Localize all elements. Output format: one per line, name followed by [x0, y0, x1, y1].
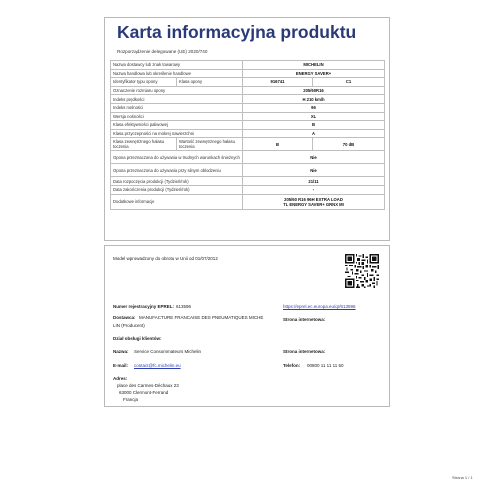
product-info-card: [104, 17, 390, 241]
spec-label: Nazwa dostawcy lub znak towarowy: [111, 61, 243, 70]
phone-value: 00800 11 11 11 50: [307, 363, 344, 368]
spec-table: [110, 60, 385, 210]
phone-label: Telefon:: [283, 363, 301, 368]
spec-label: Indeks nośności: [111, 103, 243, 112]
spec-row-trade-name: [111, 69, 385, 78]
regulation-text: Rozporządzenie delegowane (UE) 2020/740: [117, 49, 208, 54]
address-line-3: Francja: [123, 397, 139, 402]
spec-value: B: [243, 138, 313, 151]
service-heading: Dział obsługi klientów:: [113, 336, 162, 341]
spec-row-load: [111, 103, 385, 112]
service-website-label: Strona internetowa:: [283, 349, 326, 354]
extra-line-2: TL ENERGY SAVER+ GRNX MI: [283, 201, 344, 207]
service-name-value: Service Consommateurs Michelin: [134, 349, 202, 354]
supplier-line-2: LIN (Producent): [113, 323, 145, 328]
spec-label: Klasa przyczepności na mokrej nawierzchni: [111, 129, 243, 138]
spec-row-wet-grip: [111, 129, 385, 138]
spec-row-load-version: [111, 112, 385, 121]
spec-row-production-end: [111, 185, 385, 194]
spec-row-ice: [111, 164, 385, 177]
spec-label: Data rozpoczęcia produkcji (Tydzień/rok): [111, 177, 243, 186]
contact-card: [104, 245, 390, 407]
spec-value-noise: 70 dB: [313, 138, 385, 151]
extra-line-1: 205/60 R16 96H EXTRA LOAD: [284, 196, 343, 202]
spec-label: Opona przeznaczona do używania przy silnym oblodzeniu: [111, 164, 243, 177]
spec-value: B: [243, 121, 385, 130]
spec-value: A: [243, 129, 385, 138]
spec-row-fuel: [111, 121, 385, 130]
spec-value: 916741: [243, 78, 313, 87]
spec-label: Data zakończenia produkcji (Tydzień/rok): [111, 185, 243, 194]
supplier-label: Dostawca:: [113, 315, 136, 320]
page-title: Karta informacyjna produktu: [117, 22, 357, 42]
spec-label: Wersja nośności: [111, 112, 243, 121]
spec-label: Klasa efektywności paliwowej: [111, 121, 243, 130]
spec-label: Identyfikator typu opony: [111, 78, 177, 87]
spec-label: Dodatkowe informacje: [111, 194, 243, 209]
spec-row-supplier: [111, 61, 385, 70]
spec-row-extra-info: [111, 194, 385, 209]
spec-label: Indeks prędkości: [111, 95, 243, 104]
spec-label: Opona przeznaczona do używania w trudnych warunkach śnieżnych: [111, 151, 243, 164]
supplier-website-label: Strona internetowa:: [283, 317, 326, 322]
address-line-2: 63000 Clermont-Ferrand: [119, 390, 169, 395]
spec-value-class: C1: [313, 78, 385, 87]
spec-value: 205/60R16: [243, 86, 385, 95]
spec-value: Nie: [243, 151, 385, 164]
service-name-label: Nazwa:: [113, 349, 129, 354]
spec-row-speed: [111, 95, 385, 104]
spec-row-noise: [111, 138, 385, 151]
email-link[interactable]: contact@fc.michelin.eu: [134, 363, 181, 368]
eprel-number: 613596: [176, 304, 192, 309]
spec-row-snow: [111, 151, 385, 164]
eprel-link[interactable]: https://eprel.ec.europa.eu/qr/613596: [283, 304, 356, 309]
spec-label: Oznaczenie rozmiaru opony: [111, 86, 243, 95]
spec-row-type-id: [111, 78, 385, 87]
spec-label: Klasa zewnętrznego hałasu toczenia: [111, 138, 177, 151]
address-line-1: place des Carmes-Déchaux 23: [117, 383, 179, 388]
eprel-label: Numer rejestracyjny EPREL:: [113, 304, 175, 309]
spec-sublabel: Wartość zewnętrznego hałasu toczenia: [177, 138, 243, 151]
spec-value: ENERGY SAVER+: [243, 69, 385, 78]
introduced-text: Model wprowadzony do obrotu w Unii od 01/07/2012: [113, 256, 218, 261]
spec-value: H 210 km/h: [243, 95, 385, 104]
spec-label: Nazwa handlowa lub określenie handlowe: [111, 69, 243, 78]
spec-sublabel: Klasa opony: [177, 78, 243, 87]
spec-value: MICHELIN: [243, 61, 385, 70]
address-label: Adres:: [113, 376, 128, 381]
spec-value: Nie: [243, 164, 385, 177]
supplier-line-1: MANUFACTURE FRANCAISE DES PNEUMATIQUES MICHE: [139, 315, 264, 320]
qr-code-icon: [345, 254, 379, 288]
spec-row-size: [111, 86, 385, 95]
spec-value: 21/11: [243, 177, 385, 186]
spec-value: XL: [243, 112, 385, 121]
page-number: Strona 1 / 1: [452, 475, 473, 480]
spec-value: -: [243, 185, 385, 194]
spec-value: 96: [243, 103, 385, 112]
email-label: E-mail:: [113, 363, 129, 368]
spec-row-production-start: [111, 177, 385, 186]
spec-value: [243, 194, 385, 209]
